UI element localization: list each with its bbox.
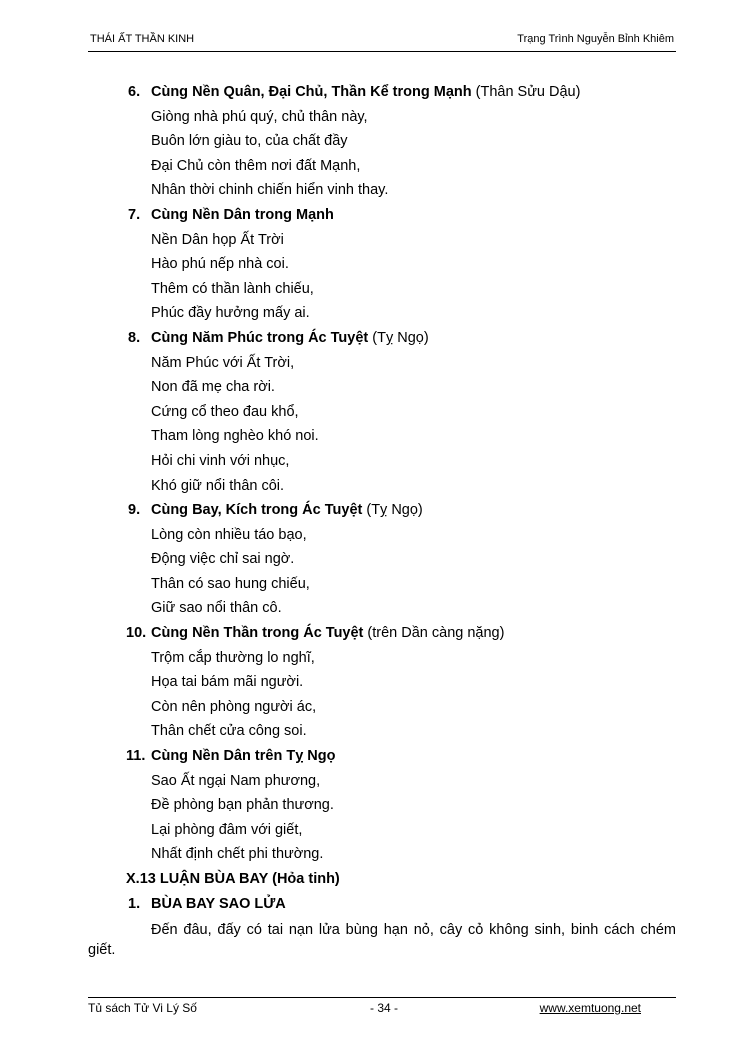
verse-line: Động việc chỉ sai ngờ. [151, 551, 295, 568]
verse-line: Nền Dân họp Ất Trời [151, 231, 284, 248]
verse-line: Thân chết cửa công soi. [151, 723, 307, 740]
section-note: (Thân Sửu Dậu) [471, 84, 581, 100]
verse-line: Thân có sao hung chiếu, [151, 575, 310, 592]
page-footer [88, 997, 676, 1020]
footer-website-link[interactable]: www.xemtuong.net [539, 1001, 641, 1015]
verse-line: Đại Chủ còn thêm nơi đất Mạnh, [151, 157, 361, 174]
section-title: Cùng Bay, Kích trong Ác Tuyệt [151, 502, 363, 519]
verse-line: Tham lòng nghèo khó noi. [151, 428, 319, 445]
section-number: 9. [128, 502, 141, 519]
section-number: 7. [128, 206, 141, 223]
verse-line: Lại phòng đâm với giết, [151, 821, 303, 838]
verse-line: Nhất định chết phi thường. [151, 846, 324, 863]
section-number: 6. [128, 84, 141, 100]
verse-line: Giòng nhà phú quý, chủ thân này, [151, 108, 368, 125]
verse-line: Buôn lớn giàu to, của chất đầy [151, 133, 348, 150]
section-heading [88, 326, 676, 351]
section-note: (Tỵ Ngọ) [368, 329, 429, 346]
section-title: Cùng Nền Quân, Đại Chủ, Thần Kể trong Mạnh [151, 84, 472, 100]
verse-line: Thêm có thần lành chiếu, [151, 280, 314, 297]
verse-line: Sao Ất ngại Nam phương, [151, 772, 321, 789]
sub-heading-title: BÙA BAY SAO LỬA [151, 895, 286, 912]
section-number: 11. [126, 748, 146, 765]
verse-line: Cứng cổ theo đau khổ, [151, 403, 299, 420]
verse-line: Non đã mẹ cha rời. [151, 379, 275, 396]
verse-line: Nhân thời chinh chiến hiển vinh thay. [151, 182, 389, 199]
verse-line: Năm Phúc với Ất Trời, [151, 354, 295, 371]
section-list [88, 80, 676, 867]
verse-line: Hào phú nếp nhà coi. [151, 256, 289, 273]
verse-line: Giữ sao nổi thân cô. [151, 600, 282, 617]
verse-line: Trộm cắp thường lo nghĩ, [151, 649, 315, 666]
verse-line: Phúc đầy hưởng mấy ai. [151, 305, 310, 322]
section-title: Cùng Nền Thần trong Ác Tuyệt [151, 625, 364, 642]
header-author: Trạng Trình Nguyễn Bỉnh Khiêm [517, 33, 674, 45]
page-content [88, 80, 676, 960]
section-note: (Tỵ Ngọ) [362, 502, 423, 519]
section-title: Cùng Nền Dân trong Mạnh [151, 206, 334, 223]
section-note: (trên Dần càng nặng) [363, 625, 505, 642]
sub-heading [88, 892, 676, 917]
section-number: 8. [128, 329, 141, 346]
verse-line: Hỏi chi vinh với nhục, [151, 452, 290, 469]
page-number: - 34 - [370, 1001, 399, 1015]
header-book-title: THÁI ẤT THẦN KINH [90, 33, 195, 45]
section-heading [88, 621, 676, 646]
verse-line: Đề phòng bạn phản thương. [151, 797, 334, 814]
page-header [88, 33, 676, 52]
section-heading [88, 80, 676, 105]
section-heading [88, 203, 676, 228]
sub-heading-number: 1. [128, 895, 141, 912]
verse-line: Lòng còn nhiều táo bạo, [151, 526, 307, 543]
footer-series: Tủ sách Tử Vi Lý Số [88, 1001, 197, 1015]
section-heading [88, 498, 676, 523]
verse-line: Còn nên phòng người ác, [151, 698, 317, 715]
chapter-heading: X.13 LUẬN BÙA BAY (Hỏa tinh) [126, 871, 340, 887]
verse-line: Khó giữ nổi thân côi. [151, 477, 285, 494]
body-paragraph: Đến đâu, đấy có tai nạn lửa bùng hạn nỏ, cây cỏ không sinh, binh cách chém giết. [88, 922, 676, 959]
section-heading [88, 744, 676, 769]
section-title: Cùng Nền Dân trên Tỵ Ngọ [151, 748, 336, 765]
verse-line: Họa tai bám mãi người. [151, 674, 304, 691]
section-title: Cùng Năm Phúc trong Ác Tuyệt [151, 329, 369, 346]
section-number: 10. [126, 625, 147, 642]
